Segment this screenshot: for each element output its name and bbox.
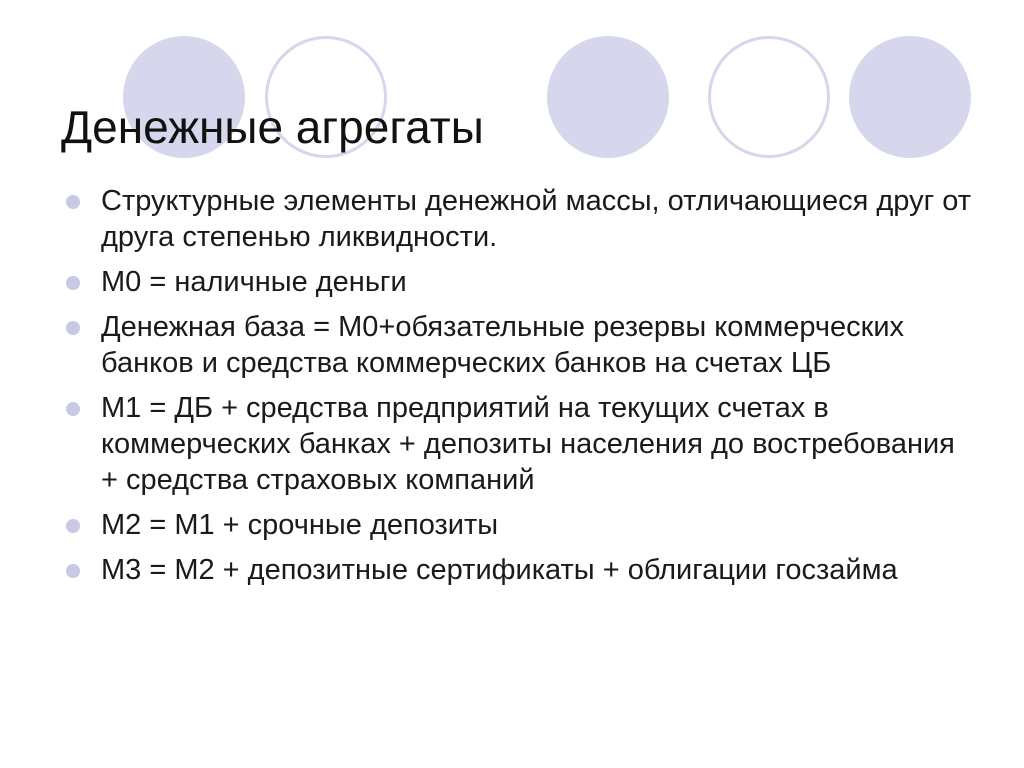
bullet-list: [66, 183, 976, 597]
bullet-dot-icon: [66, 276, 80, 290]
decor-circle-filled-3: [849, 36, 971, 158]
bullet-text: М2 = М1 + срочные депозиты: [101, 509, 499, 541]
bullet-dot-icon: [66, 195, 80, 209]
bullet-text: М3 = М2 + депозитные сертификаты + облигации госзайма: [101, 554, 898, 586]
bullet-item: [66, 507, 976, 543]
bullet-dot-icon: [66, 519, 80, 533]
bullet-text: Денежная база = М0+обязательные резервы коммерческих банков и средства коммерческих банков на счетах ЦБ: [101, 311, 905, 379]
decor-circle-outline-2: [708, 36, 830, 158]
bullet-dot-icon: [66, 564, 80, 578]
bullet-dot-icon: [66, 402, 80, 416]
bullet-dot-icon: [66, 321, 80, 335]
bullet-item: [66, 309, 976, 381]
bullet-item: [66, 552, 976, 588]
bullet-text: М0 = наличные деньги: [101, 266, 407, 298]
decor-circle-filled-2: [547, 36, 669, 158]
bullet-text: М1 = ДБ + средства предприятий на текущих счетах в коммерческих банках + депозиты населения до востребования + средства страховых компаний: [101, 392, 955, 496]
bullet-text: Структурные элементы денежной массы, отличающиеся друг от друга степенью ликвидности.: [101, 185, 971, 253]
slide-title: Денежные агрегаты: [61, 100, 484, 153]
bullet-item: [66, 264, 976, 300]
bullet-item: [66, 390, 976, 498]
bullet-item: [66, 183, 976, 255]
